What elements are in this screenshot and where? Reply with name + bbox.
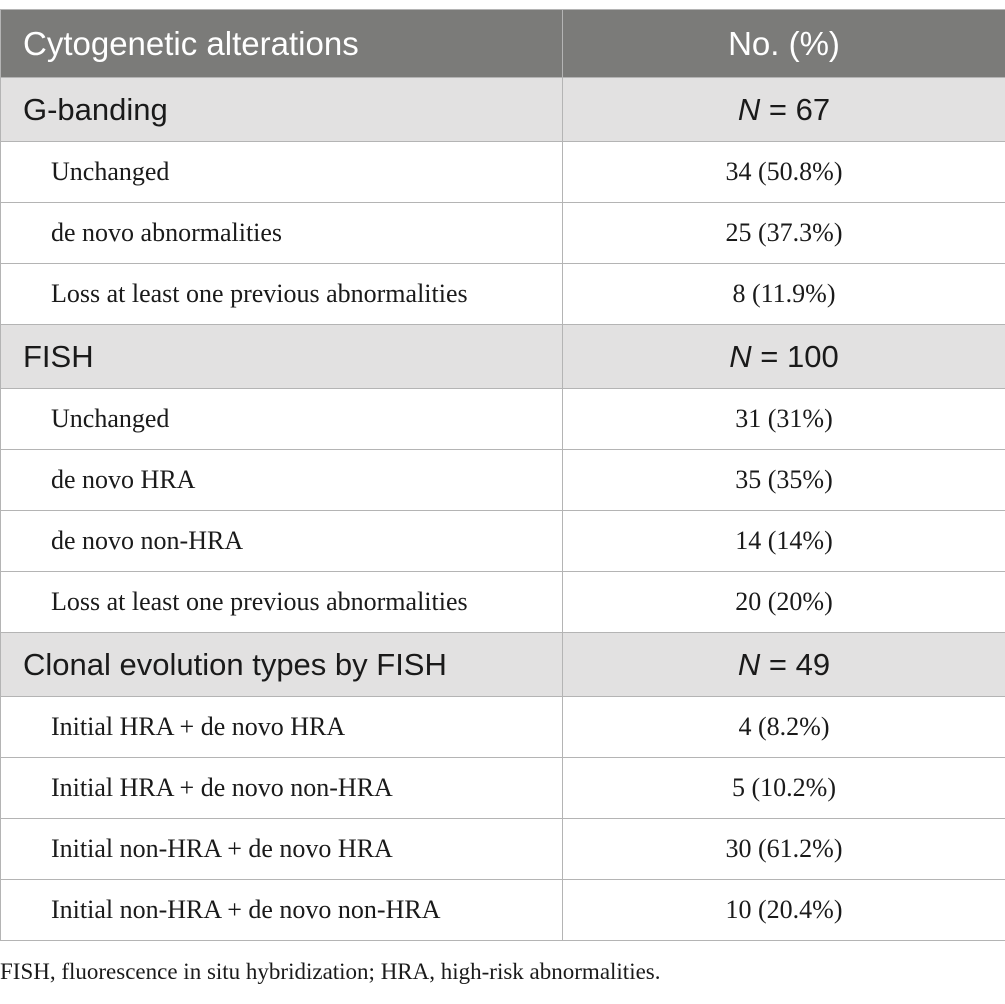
row-label: de novo non-HRA (1, 511, 563, 572)
section-row-g-banding (1, 78, 1005, 142)
table-row (1, 697, 1005, 758)
header-count-percent: No. (%) (563, 10, 1005, 78)
table-row (1, 142, 1005, 203)
section-n (563, 325, 1005, 389)
row-value: 25 (37.3%) (563, 203, 1005, 264)
section-row-clonal-evolution (1, 633, 1005, 697)
section-title: FISH (1, 325, 563, 389)
row-value: 31 (31%) (563, 389, 1005, 450)
table-row (1, 819, 1005, 880)
row-label: Unchanged (1, 142, 563, 203)
row-label: Unchanged (1, 389, 563, 450)
row-value: 14 (14%) (563, 511, 1005, 572)
row-value: 10 (20.4%) (563, 880, 1005, 941)
section-n (563, 633, 1005, 697)
row-label: de novo abnormalities (1, 203, 563, 264)
row-value: 35 (35%) (563, 450, 1005, 511)
table-row (1, 450, 1005, 511)
n-value: = 100 (760, 338, 839, 374)
row-value: 34 (50.8%) (563, 142, 1005, 203)
section-n (563, 78, 1005, 142)
row-label: Loss at least one previous abnormalities (1, 264, 563, 325)
table-row (1, 880, 1005, 941)
cytogenetic-table (0, 9, 1005, 941)
row-label: Initial HRA + de novo non-HRA (1, 758, 563, 819)
table-row (1, 203, 1005, 264)
n-label: N (729, 338, 752, 374)
row-value: 8 (11.9%) (563, 264, 1005, 325)
row-label: Loss at least one previous abnormalities (1, 572, 563, 633)
table-row (1, 511, 1005, 572)
row-label: Initial non-HRA + de novo non-HRA (1, 880, 563, 941)
table-row (1, 389, 1005, 450)
table-row (1, 572, 1005, 633)
row-label: Initial non-HRA + de novo HRA (1, 819, 563, 880)
n-value: = 67 (768, 91, 831, 127)
row-value: 30 (61.2%) (563, 819, 1005, 880)
table-header-row (1, 10, 1005, 78)
header-cytogenetic-alterations: Cytogenetic alterations (1, 10, 563, 78)
section-title: G-banding (1, 78, 563, 142)
n-value: = 49 (768, 646, 831, 682)
table-row (1, 758, 1005, 819)
n-label: N (737, 646, 761, 682)
row-value: 20 (20%) (563, 572, 1005, 633)
table-footnote: FISH, fluorescence in situ hybridization; HRA, high-risk abnormalities. (0, 959, 661, 984)
row-value: 5 (10.2%) (563, 758, 1005, 819)
section-row-fish (1, 325, 1005, 389)
section-title: Clonal evolution types by FISH (1, 633, 563, 697)
row-value: 4 (8.2%) (563, 697, 1005, 758)
row-label: de novo HRA (1, 450, 563, 511)
table-row (1, 264, 1005, 325)
row-label: Initial HRA + de novo HRA (1, 697, 563, 758)
n-label: N (737, 91, 761, 127)
